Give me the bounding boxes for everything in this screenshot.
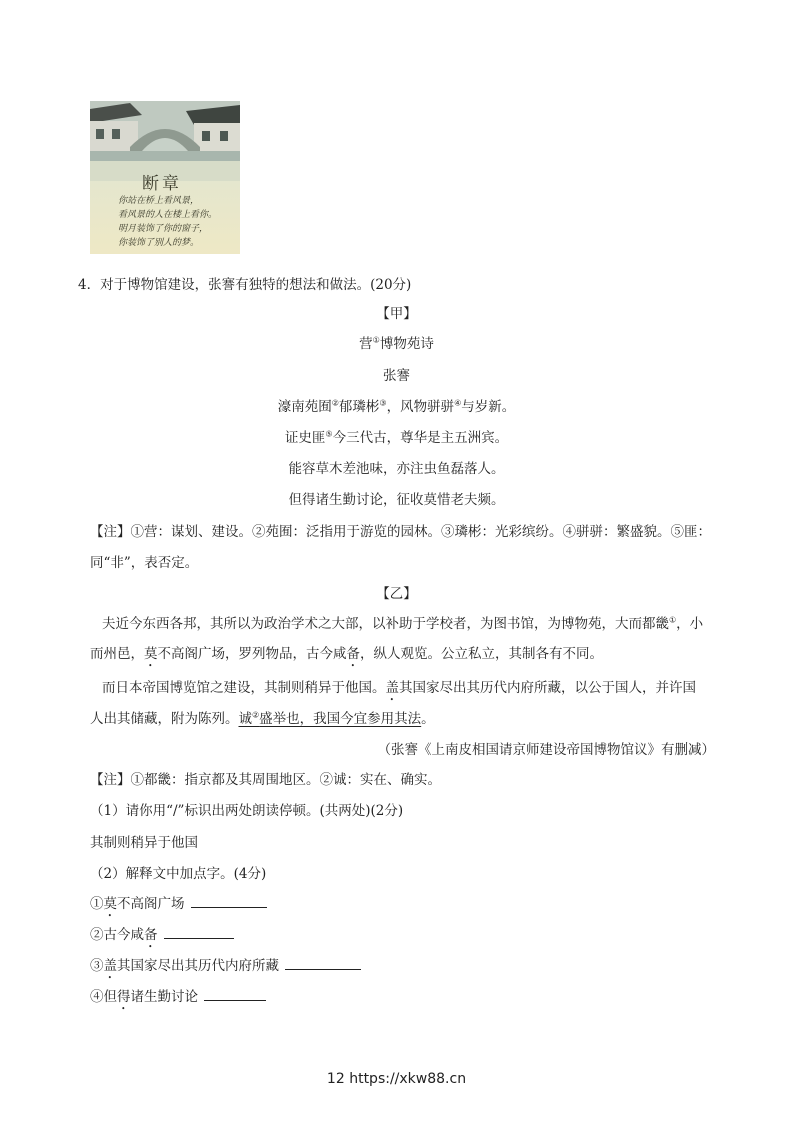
sub2-prompt: （2）解释文中加点字。(4分) <box>90 866 267 882</box>
dotted-character: 莫 <box>103 896 117 912</box>
footer-url[interactable]: https://xkw88.cn <box>349 1071 467 1087</box>
yi-text: 诚 <box>238 711 252 727</box>
poster-poem-line: 看风景的人在楼上看你。 <box>118 210 218 220</box>
page-footer <box>0 1071 793 1087</box>
poster-title: 断章 <box>142 174 182 194</box>
item-number: ④ <box>90 989 104 1005</box>
dotted-character: 盖 <box>103 958 117 974</box>
footnote-mark: ② <box>331 398 339 408</box>
poster-image <box>90 101 240 254</box>
poem-title <box>0 332 793 352</box>
jia-note-line-1: 【注】①营：谋划、建设。②苑囿：泛指用于游览的园林。③璘彬：光彩缤纷。④骈骈：繁盛貌。⑤匪： <box>90 524 711 540</box>
yi-note: 【注】①都畿：指京都及其周围地区。②诚：实在、确实。 <box>90 772 441 788</box>
footnote-mark: ① <box>669 615 677 625</box>
item-text: 古今咸 <box>103 927 144 943</box>
yi-paragraph-1-line-1 <box>102 612 703 632</box>
dotted-character: 备 <box>346 646 360 662</box>
poem-line-1 <box>0 395 793 415</box>
poem-text: 与岁新。 <box>461 399 516 415</box>
poster-poem-line: 明月装饰了你的窗子， <box>118 224 209 234</box>
item-number: ③ <box>90 958 104 974</box>
sub2-item-4 <box>90 985 266 1013</box>
sub2-item-1 <box>90 892 267 920</box>
poem-line-4: 但得诸生勤讨论，征收莫惜老夫频。 <box>288 492 505 508</box>
dotted-character: 盖 <box>385 680 399 696</box>
yi-text: 夫近今东西各邦，其所以为政治学术之大部，以补助于学校者，为图书馆，为博物苑，大而都畿 <box>102 616 669 632</box>
yi-text: 而州邑， <box>90 646 144 662</box>
poem-line-3: 能容草木差池味，亦注虫鱼磊落人。 <box>288 461 505 477</box>
yi-paragraph-1-line-2 <box>90 642 603 670</box>
yi-text: 。 <box>421 711 435 727</box>
poem-title-text: 博物苑诗 <box>379 336 434 352</box>
poem-text: 证史匪 <box>284 430 326 446</box>
item-number: ① <box>90 896 104 912</box>
answer-blank[interactable] <box>164 924 234 939</box>
yi-text: 不高阁广场，罗列物品，古今咸 <box>157 646 347 662</box>
item-number: ② <box>90 927 104 943</box>
yi-text: ，纵人观览。公立私立，其制各有不同。 <box>360 646 603 662</box>
poem-text: 郁璘彬 <box>338 399 380 415</box>
poem-text: 濠南苑囿 <box>277 399 332 415</box>
sub2-item-2 <box>90 923 234 951</box>
footnote-mark: ④ <box>454 398 462 408</box>
yi-heading: 【乙】 <box>376 586 417 602</box>
poster-poem-line: 你装饰了别人的梦。 <box>118 238 200 248</box>
poem-author: 张謇 <box>383 368 410 384</box>
yi-source: （张謇《上南皮相国请京师建设帝国博物馆议》有删减） <box>377 742 715 758</box>
item-text: 不高阁广场 <box>117 896 185 912</box>
poster-poem-line: 你站在桥上看风景， <box>118 196 200 206</box>
poem-title-text: 营 <box>359 336 373 352</box>
item-text: 其国家尽出其历代内府所藏 <box>117 958 279 974</box>
poem-text: ，风物骈骈 <box>386 399 455 415</box>
jia-heading: 【甲】 <box>376 306 417 322</box>
dotted-character: 莫 <box>144 646 158 662</box>
yi-paragraph-2-line-2 <box>90 707 435 727</box>
sub1-prompt: （1）请你用“/”标识出两处朗读停顿。(共两处)(2分) <box>90 803 404 819</box>
yi-text: 盛举也，我国今宜参用其法 <box>259 711 422 727</box>
yi-text: 人出其储藏，附为陈列。 <box>90 711 239 727</box>
page-number: 12 <box>326 1071 345 1087</box>
answer-blank[interactable] <box>191 893 267 908</box>
yi-paragraph-2-line-1 <box>102 676 696 704</box>
poem-text: 今三代古，尊华是主五洲宾。 <box>332 430 509 446</box>
yi-text: 其国家尽出其历代内府所藏，以公于国人，并许国 <box>399 680 696 696</box>
dotted-character: 得 <box>117 989 131 1005</box>
question-intro: 4．对于博物馆建设，张謇有独特的想法和做法。(20分) <box>78 277 412 293</box>
sub2-item-3 <box>90 954 361 982</box>
underlined-sentence <box>239 711 422 727</box>
yi-text: ，小 <box>676 616 704 632</box>
item-text: 但 <box>103 989 117 1005</box>
yi-text: 而日本帝国博览馆之建设，其制则稍异于他国。 <box>102 680 386 696</box>
sub1-sentence: 其制则稍异于他国 <box>90 835 198 851</box>
item-text: 诸生勤讨论 <box>130 989 198 1005</box>
poem-line-2 <box>0 426 793 446</box>
answer-blank[interactable] <box>285 955 361 970</box>
footnote-mark: ⑤ <box>325 429 333 439</box>
footnote-mark: ③ <box>379 398 387 408</box>
footnote-mark: ② <box>252 710 260 720</box>
footnote-mark: ① <box>372 335 380 345</box>
answer-blank[interactable] <box>204 986 266 1001</box>
poster-poem <box>118 194 217 250</box>
jia-note-line-2: 同“非”，表否定。 <box>90 555 199 571</box>
dotted-character: 备 <box>144 927 158 943</box>
